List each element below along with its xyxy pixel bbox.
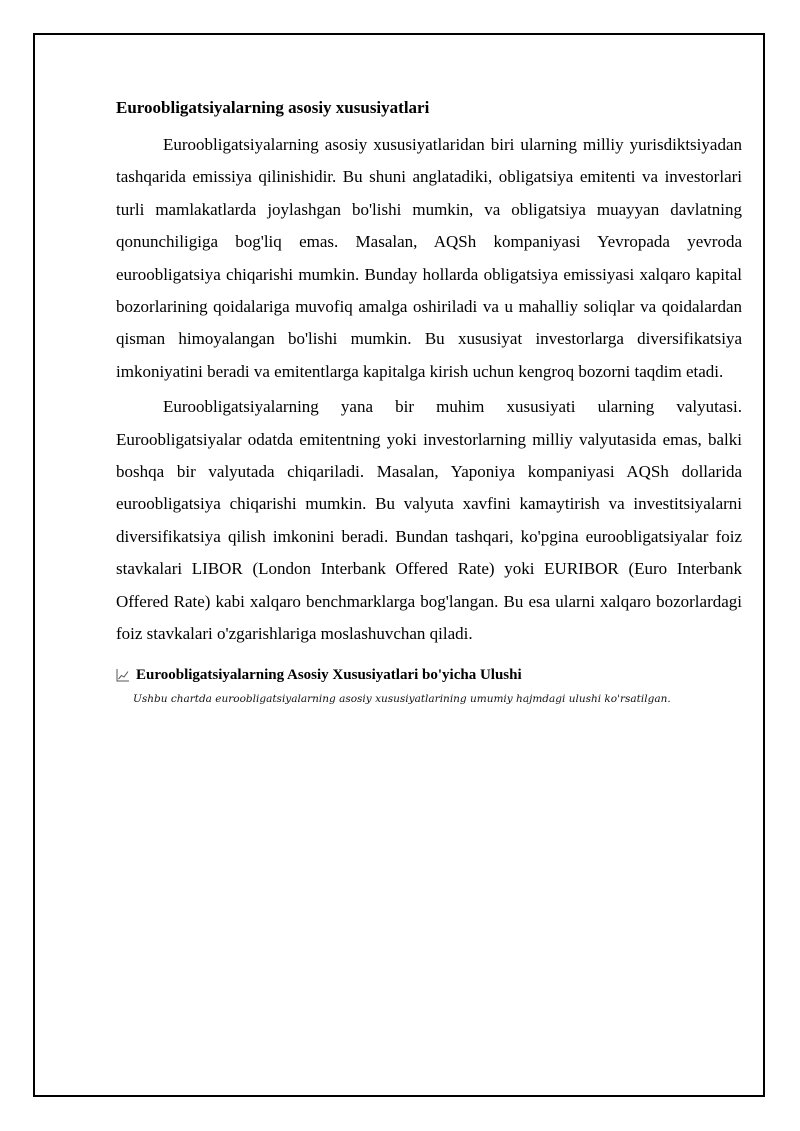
chart-title: Euroobligatsiyalarning Asosiy Xususiyatlari bo'yicha Ulushi bbox=[136, 666, 522, 683]
paragraph: Euroobligatsiyalarning asosiy xususiyatlaridan biri ularning milliy yurisdiktsiyadan tashqarida emissiya qilinishidir. Bu shuni anglatadiki, obligatsiya emitenti va investorlari turli mamlakatlarda joylashgan bo'lishi mumkin, va obligatsiya muayyan davlatning qonunchiligiga bog'liq emas. Masalan, AQSh kompaniyasi Yevropada yevroda euroobligatsiya chiqarishi mumkin. Bunday hollarda obligatsiya emissiyasi xalqaro kapital bozorlarining qoidalariga muvofiq amalga oshiriladi va u mahalliy soliqlar va qoidalardan qisman himoyalangan bo'lishi mumkin. Bu xususiyat investorlarga diversifikatsiya imkoniyatini beradi va emitentlarga kapitalga kirish uchun kengroq bozorni taqdim etadi. bbox=[116, 135, 742, 381]
chart-subtitle: Ushbu chartda euroobligatsiyalarning asosiy xususiyatlarining umumiy hajmdagi ulushi ko'rsatilgan. bbox=[133, 692, 671, 705]
chart-caption-block bbox=[116, 665, 742, 707]
document-body bbox=[116, 97, 742, 707]
chart-increasing-icon bbox=[116, 668, 130, 682]
chart-title-row bbox=[116, 665, 742, 685]
paragraph: Euroobligatsiyalarning yana bir muhim xususiyati ularning valyutasi. Euroobligatsiyalar odatda emitentning yoki investorlarning milliy valyutasida emas, balki boshqa bir valyutada chiqariladi. Masalan, Yaponiya kompaniyasi AQSh dollarida euroobligatsiya chiqarishi mumkin. Bu valyuta xavfini kamaytirish va investitsiyalarni diversifikatsiya qilish imkonini beradi. Bundan tashqari, ko'pgina euroobligatsiyalar foiz stavkalari LIBOR (London Interbank Offered Rate) yoki EURIBOR (Euro Interbank Offered Rate) kabi xalqaro benchmarklarga bog'langan. Bu esa ularni xalqaro bozorlardagi foiz stavkalari o'zgarishlariga moslashuvchan qiladi. bbox=[116, 397, 742, 644]
section-heading: Euroobligatsiyalarning asosiy xususiyatlari bbox=[116, 98, 430, 117]
